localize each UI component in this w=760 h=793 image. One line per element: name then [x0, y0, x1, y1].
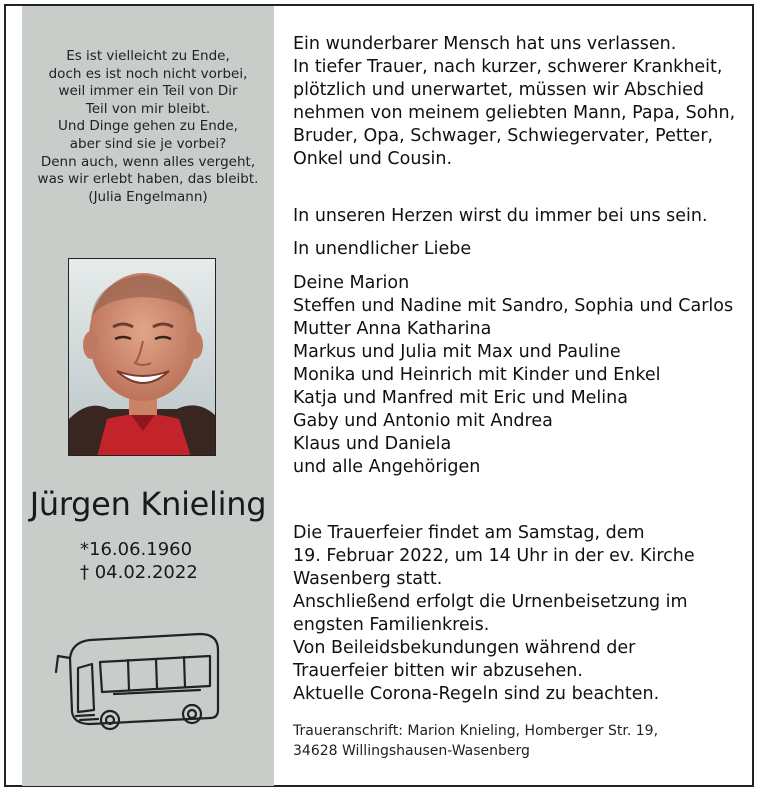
poem	[22, 48, 274, 206]
poem-line: Es ist vielleicht zu Ende,	[66, 48, 230, 64]
family-line: Gaby und Antonio mit Andrea	[293, 411, 553, 431]
life-dates	[80, 538, 198, 584]
family-line: Mutter Anna Katharina	[293, 319, 492, 339]
ceremony-line: Von Beileidsbekundungen während der	[293, 638, 636, 658]
portrait-image	[69, 259, 216, 456]
intro-line: In tiefer Trauer, nach kurzer, schwerer Krankheit,	[293, 57, 723, 77]
deceased-name: Jürgen Knieling	[29, 485, 267, 523]
left-panel	[22, 6, 274, 786]
mourning-address: Traueranschrift: Marion Knieling, Homberger Str. 19,	[293, 723, 659, 739]
intro-line: Bruder, Opa, Schwager, Schwiegervater, Petter,	[293, 126, 714, 146]
family-line: Markus und Julia mit Max und Pauline	[293, 342, 621, 362]
heart-line: In unseren Herzen wirst du immer bei uns sein.	[293, 206, 708, 226]
poem-line: weil immer ein Teil von Dir	[58, 83, 238, 100]
family-line: Monika und Heinrich mit Kinder und Enkel	[293, 365, 661, 385]
poem-line: doch es ist noch nicht vorbei,	[48, 65, 248, 82]
intro-line: Ein wunderbarer Mensch hat uns verlassen.	[293, 34, 677, 54]
poem-line: Und Dinge gehen zu Ende,	[58, 118, 238, 135]
family-line: Klaus und Daniela	[293, 434, 452, 454]
intro-line: Onkel und Cousin.	[293, 149, 453, 169]
poem-line: Denn auch, wenn alles vergeht,	[40, 153, 256, 170]
family-line: Katja und Manfred mit Eric und Melina	[293, 388, 628, 408]
poem-line: was wir erlebt haben, das bleibt.	[37, 171, 259, 188]
poem-author: (Julia Engelmann)	[88, 188, 208, 205]
death-date: † 04.02.2022	[80, 562, 198, 583]
poem-line: aber sind sie je vorbei?	[69, 135, 227, 152]
ceremony-line: Trauerfeier bitten wir abzusehen.	[293, 661, 583, 681]
ceremony-line: Wasenberg statt.	[293, 569, 443, 589]
family-line: Deine Marion	[293, 273, 410, 293]
ceremony-line: engsten Familienkreis.	[293, 615, 490, 635]
portrait-photo	[68, 258, 216, 456]
ceremony-line: Anschließend erfolgt die Urnenbeisetzung im	[293, 592, 688, 612]
love-line: In unendlicher Liebe	[293, 239, 472, 259]
mourning-address: 34628 Willingshausen-Wasenberg	[293, 743, 530, 759]
poem-line: Teil von mir bleibt.	[85, 100, 211, 117]
ceremony-line: Die Trauerfeier findet am Samstag, dem	[293, 523, 645, 543]
intro-line: nehmen von meinem geliebten Mann, Papa, Sohn,	[293, 103, 736, 123]
intro-line: plötzlich und unerwartet, müssen wir Abschied	[293, 80, 704, 100]
ceremony-line: Aktuelle Corona-Regeln sind zu beachten.	[293, 684, 660, 704]
ceremony-line: 19. Februar 2022, um 14 Uhr in der ev. Kirche	[293, 546, 695, 566]
bus-icon	[50, 628, 226, 738]
birth-date: *16.06.1960	[80, 539, 193, 560]
family-line: und alle Angehörigen	[293, 457, 481, 477]
family-line: Steffen und Nadine mit Sandro, Sophia und Carlos	[293, 296, 734, 316]
